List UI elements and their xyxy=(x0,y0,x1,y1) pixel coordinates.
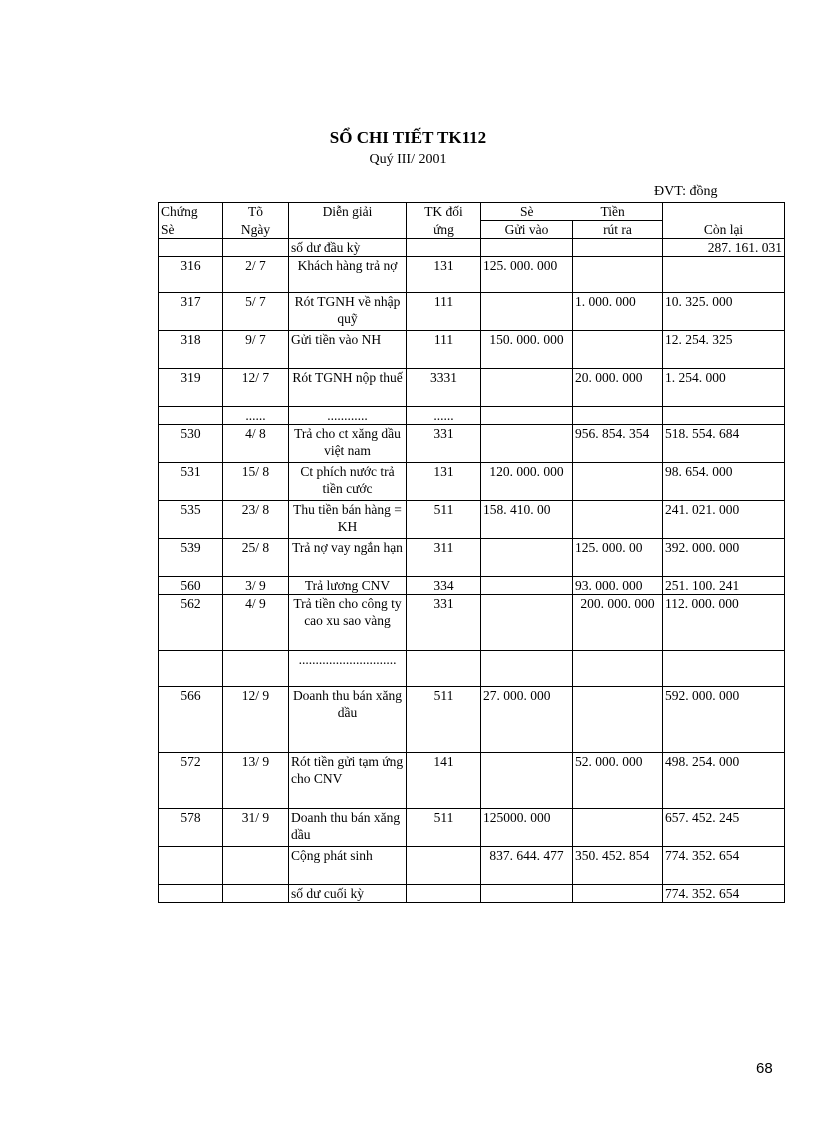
cell-so: 316 xyxy=(159,257,223,293)
cell-rut xyxy=(573,501,663,539)
cell-dien-giai: Doanh thu bán xăng dầu xyxy=(289,809,407,847)
header-rut-ra: rút ra xyxy=(573,221,663,239)
cell-con-lai: 287. 161. 031 xyxy=(663,239,785,257)
cell-ngay: 2/ 7 xyxy=(223,257,289,293)
cell-gui xyxy=(481,369,573,407)
table-row xyxy=(159,331,785,369)
cell-rut: 956. 854. 354 xyxy=(573,425,663,463)
table-row xyxy=(159,885,785,903)
table-row xyxy=(159,257,785,293)
table-row xyxy=(159,425,785,463)
table-row xyxy=(159,463,785,501)
cell-rut xyxy=(573,651,663,687)
table-row xyxy=(159,407,785,425)
cell-tk: 3331 xyxy=(407,369,481,407)
cell-rut xyxy=(573,687,663,753)
cell-gui: 120. 000. 000 xyxy=(481,463,573,501)
cell-so: 535 xyxy=(159,501,223,539)
cell-con-lai: 251. 100. 241 xyxy=(663,577,785,595)
cell-tk: 111 xyxy=(407,331,481,369)
cell-dien-giai: Trả lương CNV xyxy=(289,577,407,595)
table-row xyxy=(159,501,785,539)
cell-so: 560 xyxy=(159,577,223,595)
header-ung: ứng xyxy=(407,221,481,239)
cell-ngay: 13/ 9 xyxy=(223,753,289,809)
cell-so: 572 xyxy=(159,753,223,809)
cell-rut: 20. 000. 000 xyxy=(573,369,663,407)
cell-con-lai: 98. 654. 000 xyxy=(663,463,785,501)
cell-con-lai: 241. 021. 000 xyxy=(663,501,785,539)
ledger-table xyxy=(158,202,785,903)
cell-ngay: ...... xyxy=(223,407,289,425)
cell-tk xyxy=(407,651,481,687)
cell-ngay xyxy=(223,885,289,903)
cell-ngay xyxy=(223,651,289,687)
table-row xyxy=(159,369,785,407)
cell-so: 562 xyxy=(159,595,223,651)
cell-tk: 141 xyxy=(407,753,481,809)
cell-ngay: 4/ 9 xyxy=(223,595,289,651)
document-title: SỔ CHI TIẾT TK112 xyxy=(329,128,487,147)
cell-tk xyxy=(407,847,481,885)
cell-so: 317 xyxy=(159,293,223,331)
cell-ngay: 5/ 7 xyxy=(223,293,289,331)
header-chung: Chứng xyxy=(159,203,223,221)
cell-so: 539 xyxy=(159,539,223,577)
table-row xyxy=(159,687,785,753)
table-row xyxy=(159,651,785,687)
cell-tk: 511 xyxy=(407,501,481,539)
cell-dien-giai: Khách hàng trả nợ xyxy=(289,257,407,293)
table-row xyxy=(159,539,785,577)
cell-so xyxy=(159,885,223,903)
cell-tk: 511 xyxy=(407,687,481,753)
cell-gui: 125. 000. 000 xyxy=(481,257,573,293)
cell-rut xyxy=(573,885,663,903)
cell-rut: 125. 000. 00 xyxy=(573,539,663,577)
cell-gui xyxy=(481,885,573,903)
cell-rut xyxy=(573,809,663,847)
cell-so: 530 xyxy=(159,425,223,463)
cell-con-lai: 774. 352. 654 xyxy=(663,885,785,903)
document-subtitle: Quý III/ 2001 xyxy=(369,152,447,167)
cell-con-lai: 774. 352. 654 xyxy=(663,847,785,885)
cell-tk xyxy=(407,239,481,257)
cell-so xyxy=(159,407,223,425)
cell-ngay: 3/ 9 xyxy=(223,577,289,595)
cell-gui xyxy=(481,407,573,425)
cell-rut: 93. 000. 000 xyxy=(573,577,663,595)
header-dien-giai: Diễn giải xyxy=(289,203,407,239)
cell-gui: 125000. 000 xyxy=(481,809,573,847)
cell-con-lai: 112. 000. 000 xyxy=(663,595,785,651)
header-to: Tõ xyxy=(223,203,289,221)
cell-dien-giai: Cộng phát sinh xyxy=(289,847,407,885)
cell-dien-giai: Rót TGNH nộp thuế xyxy=(289,369,407,407)
cell-tk: 111 xyxy=(407,293,481,331)
cell-rut xyxy=(573,331,663,369)
cell-so: 531 xyxy=(159,463,223,501)
cell-con-lai: 592. 000. 000 xyxy=(663,687,785,753)
header-tk-doi: TK đối xyxy=(407,203,481,221)
header-se: Sè xyxy=(159,221,223,239)
cell-ngay: 23/ 8 xyxy=(223,501,289,539)
table-row xyxy=(159,293,785,331)
cell-gui xyxy=(481,753,573,809)
cell-ngay: 4/ 8 xyxy=(223,425,289,463)
cell-con-lai: 392. 000. 000 xyxy=(663,539,785,577)
page-number: 68 xyxy=(756,1060,773,1077)
table-row xyxy=(159,595,785,651)
table-row xyxy=(159,239,785,257)
cell-tk: 131 xyxy=(407,463,481,501)
cell-tk: 131 xyxy=(407,257,481,293)
cell-gui xyxy=(481,539,573,577)
cell-ngay: 31/ 9 xyxy=(223,809,289,847)
cell-dien-giai: Gửi tiền vào NH xyxy=(289,331,407,369)
cell-tk: ...... xyxy=(407,407,481,425)
cell-rut: 1. 000. 000 xyxy=(573,293,663,331)
cell-dien-giai: Trả tiền cho công ty cao xu sao vàng xyxy=(289,595,407,651)
cell-gui: 158. 410. 00 xyxy=(481,501,573,539)
header-tien: Tiền xyxy=(573,203,663,221)
cell-gui xyxy=(481,577,573,595)
cell-rut xyxy=(573,463,663,501)
table-row xyxy=(159,753,785,809)
cell-gui: 837. 644. 477 xyxy=(481,847,573,885)
cell-tk xyxy=(407,885,481,903)
cell-gui: 27. 000. 000 xyxy=(481,687,573,753)
cell-ngay: 12/ 9 xyxy=(223,687,289,753)
cell-gui xyxy=(481,651,573,687)
cell-tk: 331 xyxy=(407,595,481,651)
cell-so xyxy=(159,651,223,687)
table-row xyxy=(159,577,785,595)
cell-tk: 334 xyxy=(407,577,481,595)
cell-dien-giai: số dư đầu kỳ xyxy=(289,239,407,257)
cell-tk: 311 xyxy=(407,539,481,577)
cell-con-lai: 498. 254. 000 xyxy=(663,753,785,809)
cell-rut xyxy=(573,407,663,425)
table-row xyxy=(159,847,785,885)
cell-so: 318 xyxy=(159,331,223,369)
cell-dien-giai: Thu tiền bán hàng = KH xyxy=(289,501,407,539)
cell-rut xyxy=(573,257,663,293)
cell-ngay: 15/ 8 xyxy=(223,463,289,501)
cell-dien-giai: Trả cho ct xăng dầu việt nam xyxy=(289,425,407,463)
cell-con-lai xyxy=(663,407,785,425)
cell-dien-giai: Trả nợ vay ngắn hạn xyxy=(289,539,407,577)
cell-ngay: 12/ 7 xyxy=(223,369,289,407)
cell-so xyxy=(159,847,223,885)
cell-dien-giai: Rót TGNH về nhập quỹ xyxy=(289,293,407,331)
cell-so xyxy=(159,239,223,257)
header-con-lai: Còn lại xyxy=(663,203,785,239)
cell-rut xyxy=(573,239,663,257)
cell-con-lai: 518. 554. 684 xyxy=(663,425,785,463)
cell-con-lai xyxy=(663,257,785,293)
currency-unit: ĐVT: đồng xyxy=(654,184,718,199)
cell-gui xyxy=(481,595,573,651)
cell-tk: 331 xyxy=(407,425,481,463)
table-row xyxy=(159,809,785,847)
cell-gui xyxy=(481,293,573,331)
cell-con-lai xyxy=(663,651,785,687)
cell-rut: 200. 000. 000 xyxy=(573,595,663,651)
cell-ngay: 25/ 8 xyxy=(223,539,289,577)
cell-ngay: 9/ 7 xyxy=(223,331,289,369)
header-se2: Sè xyxy=(481,203,573,221)
cell-ngay xyxy=(223,239,289,257)
cell-dien-giai: ............ xyxy=(289,407,407,425)
header-row-1 xyxy=(159,203,785,221)
cell-rut: 52. 000. 000 xyxy=(573,753,663,809)
cell-dien-giai: ............................. xyxy=(289,651,407,687)
header-gui-vao: Gửi vào xyxy=(481,221,573,239)
cell-gui xyxy=(481,239,573,257)
cell-con-lai: 12. 254. 325 xyxy=(663,331,785,369)
cell-dien-giai: số dư cuối kỳ xyxy=(289,885,407,903)
cell-rut: 350. 452. 854 xyxy=(573,847,663,885)
cell-dien-giai: Rót tiền gửi tạm ứng cho CNV xyxy=(289,753,407,809)
cell-dien-giai: Doanh thu bán xăng dầu xyxy=(289,687,407,753)
cell-so: 319 xyxy=(159,369,223,407)
cell-gui: 150. 000. 000 xyxy=(481,331,573,369)
cell-dien-giai: Ct phích nước trả tiền cước xyxy=(289,463,407,501)
cell-ngay xyxy=(223,847,289,885)
header-ngay: Ngày xyxy=(223,221,289,239)
cell-tk: 511 xyxy=(407,809,481,847)
cell-con-lai: 10. 325. 000 xyxy=(663,293,785,331)
cell-so: 578 xyxy=(159,809,223,847)
cell-con-lai: 1. 254. 000 xyxy=(663,369,785,407)
cell-gui xyxy=(481,425,573,463)
cell-con-lai: 657. 452. 245 xyxy=(663,809,785,847)
cell-so: 566 xyxy=(159,687,223,753)
